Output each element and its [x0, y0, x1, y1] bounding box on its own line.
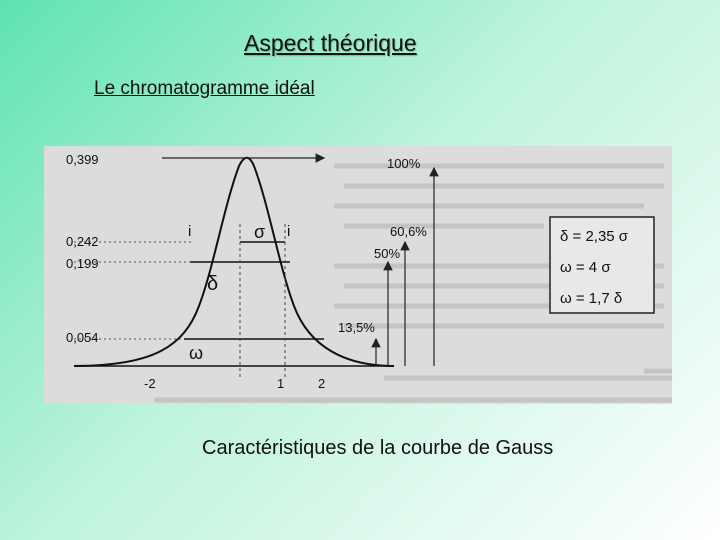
x-tick-label: 1	[277, 376, 285, 391]
inflection-label-right: i	[287, 223, 291, 240]
y-tick-label: 0,199	[66, 256, 99, 271]
delta-label: δ	[207, 273, 219, 295]
inflection-label-left: i	[188, 223, 192, 240]
y-tick-label: 0,399	[66, 152, 99, 167]
omega-label: ω	[189, 343, 204, 363]
slide-title: Aspect théorique	[244, 30, 417, 56]
percent-label: 60,6%	[390, 224, 427, 239]
legend-entry: ω = 4 σ	[560, 259, 611, 276]
tangent-guides	[240, 224, 285, 378]
x-tick-label: -2	[144, 376, 156, 391]
percent-label: 100%	[387, 156, 421, 171]
legend-entry: δ = 2,35 σ	[560, 228, 629, 245]
gaussian-figure-svg	[44, 146, 672, 404]
figure-caption: Caractéristiques de la courbe de Gauss	[202, 437, 554, 459]
sigma-label: σ	[254, 222, 266, 242]
percent-label: 13,5%	[338, 320, 375, 335]
y-tick-label: 0,054	[66, 330, 99, 345]
y-tick-label: 0,242	[66, 234, 99, 249]
x-tick-label: 2	[318, 376, 326, 391]
legend-entry: ω = 1,7 δ	[560, 290, 623, 307]
slide-subtitle: Le chromatogramme idéal	[94, 78, 315, 99]
percent-label: 50%	[374, 246, 401, 261]
gaussian-figure	[44, 146, 672, 404]
